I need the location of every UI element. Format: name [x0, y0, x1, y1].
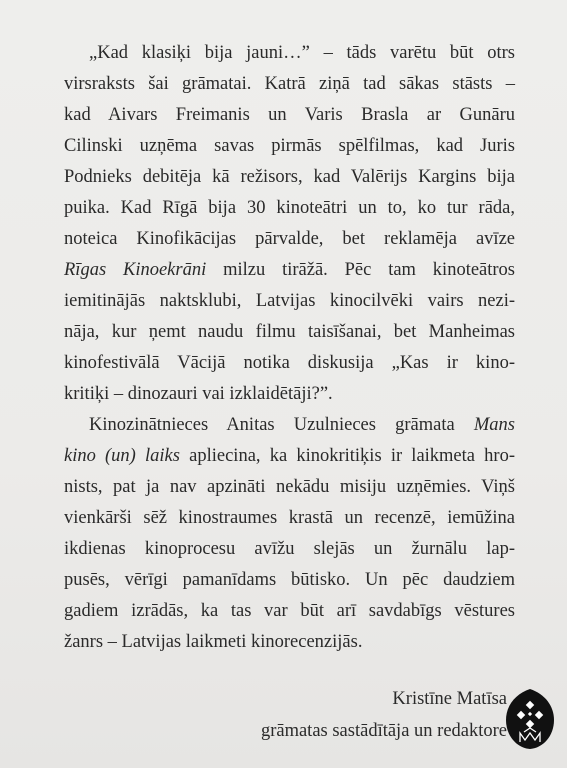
publisher-emblem-icon	[505, 688, 555, 750]
newspaper-title: Rīgas Kinoekrāni	[64, 260, 207, 280]
paragraph1-line-5: Podnieks debitēja kā režisors, kad Valērijs Kargins bija	[64, 167, 515, 187]
paragraph1-line-11: kinofestivālā Vācijā notika diskusija „Kas ir kino-	[64, 353, 515, 373]
paragraph1-line-2: virsraksts šai grāmatai. Katrā ziņā tad sākas stāsts –	[64, 74, 515, 94]
book-title-part-1: Mans	[473, 415, 515, 435]
paragraph2-line-5: ikdienas kinoprocesu avīžu slejās un žurnālu lap-	[64, 539, 515, 559]
paragraph2-line-8: žanrs – Latvijas laikmeti kinorecenzijās.	[64, 632, 363, 652]
author-name: Kristīne Matīsa	[392, 689, 507, 709]
paragraph1-line-4: Cilinski uzņēma savas pirmās spēlfilmas, kad Juris	[64, 136, 515, 156]
paragraph2-line-1	[64, 410, 515, 441]
signature	[261, 683, 507, 747]
paragraph1-line-3: kad Aivars Freimanis un Varis Brasla ar Gunāru	[64, 105, 515, 125]
paragraph2-line-6: pusēs, vērīgi pamanīdams būtisko. Un pēc daudziem	[64, 570, 515, 590]
paragraph2-line-4: vienkārši sēž kinostraumes krastā un recenzē, iemūžina	[64, 508, 515, 528]
paragraph1-line-7: noteica Kinofikācijas pārvalde, bet reklamēja avīze	[64, 229, 515, 249]
author-role: grāmatas sastādītāja un redaktore	[260, 721, 507, 741]
paragraph1-line-12: kritiķi – dinozauri vai izklaidētāji?”.	[64, 384, 333, 404]
paragraph1-line-10: nāja, kur ņemt naudu filmu taisīšanai, bet Manheimas	[64, 322, 515, 342]
paragraph2-line-2-rest: apliecina, ka kinokritiķis ir laikmeta hro-	[179, 446, 515, 466]
paragraph2-line-3: nists, pat ja nav apzināti nekādu misiju uzņēmies. Viņš	[64, 477, 515, 497]
blurb-text	[64, 38, 515, 658]
paragraph1-line-1: „Kad klasiķi bija jauni…” – tāds varētu būt otrs	[89, 43, 515, 63]
paragraph2-line-1-text: Kinozinātnieces Anitas Uzulnieces grāmata	[89, 415, 474, 435]
emblem-svg	[505, 688, 555, 750]
book-title-part-2: kino (un) laiks	[64, 446, 180, 466]
paragraph2-line-2	[64, 441, 515, 472]
paragraph1-line-9: iemitinājās naktsklubi, Latvijas kinocilvēki vairs nezi-	[64, 291, 515, 311]
paragraph1-line-6: puika. Kad Rīgā bija 30 kinoteātri un to, ko tur rāda,	[64, 198, 515, 218]
paragraph2-line-7: gadiem izrādās, ka tas var būt arī savdabīgs vēstures	[64, 601, 515, 621]
paragraph1-line-8	[64, 255, 515, 286]
paragraph1-line-8-rest: milzu tirāžā. Pēc tam kinoteātros	[206, 260, 516, 280]
